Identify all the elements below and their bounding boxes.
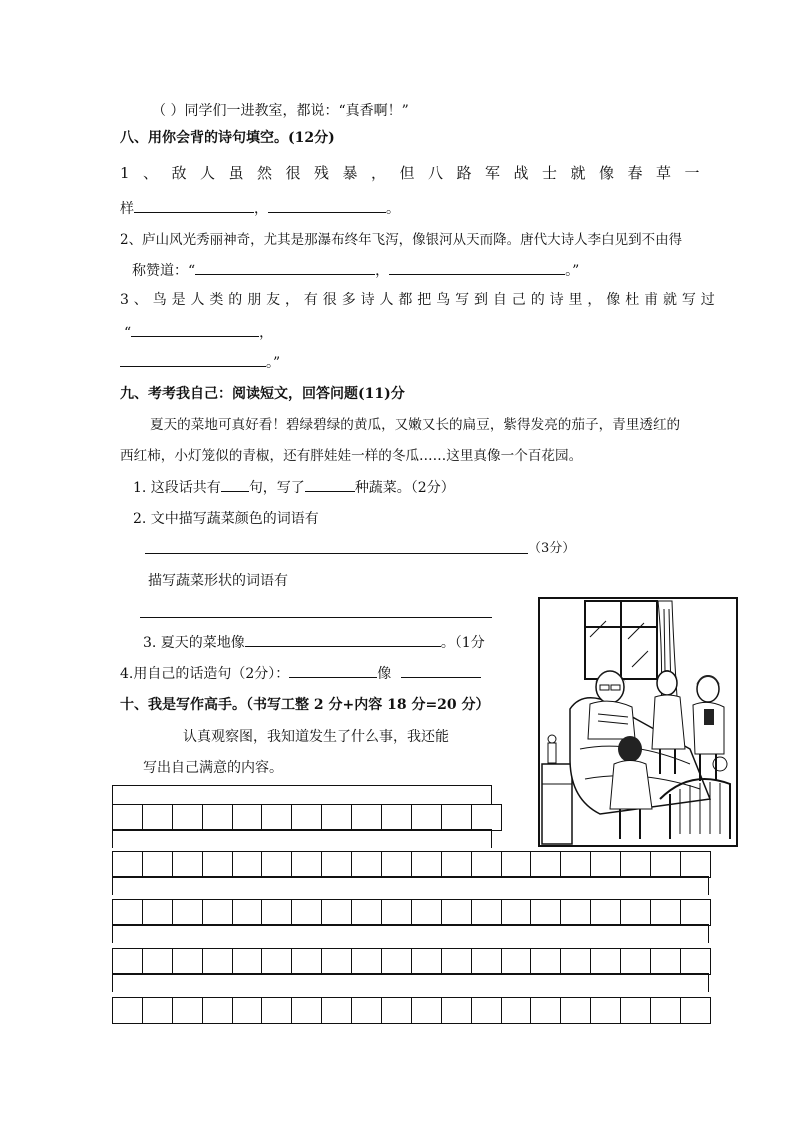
- s8-q2-comma: ，: [375, 263, 390, 279]
- writing-cell[interactable]: [352, 852, 382, 877]
- writing-cell[interactable]: [352, 900, 382, 925]
- writing-cell[interactable]: [262, 805, 292, 830]
- writing-cell[interactable]: [681, 852, 711, 877]
- writing-cell[interactable]: [382, 900, 412, 925]
- writing-cell[interactable]: [322, 900, 352, 925]
- s8-q2-prefix: 称赞道：“: [132, 263, 196, 279]
- s9-q4-b: 像: [377, 666, 392, 682]
- section-10-title: 十、我是写作高手。（书写工整 2 分+内容 18 分=20 分）: [120, 697, 490, 713]
- s8-q3-line3: [120, 352, 280, 373]
- writing-row-3[interactable]: [112, 899, 711, 926]
- writing-cell[interactable]: [233, 998, 263, 1023]
- writing-cell[interactable]: [531, 998, 561, 1023]
- s8-q1-end: 。: [386, 201, 400, 217]
- writing-cell[interactable]: [292, 852, 322, 877]
- writing-cell[interactable]: [173, 998, 203, 1023]
- writing-band-5: [112, 973, 709, 992]
- writing-cell[interactable]: [143, 949, 173, 974]
- s9-q4-blank1[interactable]: [289, 663, 377, 678]
- writing-cell[interactable]: [262, 998, 292, 1023]
- writing-cell[interactable]: [561, 998, 591, 1023]
- writing-cell[interactable]: [472, 805, 502, 830]
- writing-cell[interactable]: [651, 900, 681, 925]
- writing-cell[interactable]: [262, 900, 292, 925]
- s8-q2-blank1[interactable]: [195, 260, 375, 275]
- s9-q3-blank[interactable]: [245, 632, 441, 647]
- writing-row-4[interactable]: [112, 948, 711, 975]
- s9-q2: 2. 文中描写蔬菜颜色的词语有: [133, 511, 319, 527]
- writing-cell[interactable]: [412, 998, 442, 1023]
- writing-cell[interactable]: [651, 852, 681, 877]
- s8-q1-line2: [120, 198, 400, 219]
- writing-cell[interactable]: [262, 949, 292, 974]
- writing-cell[interactable]: [173, 805, 203, 830]
- writing-cell[interactable]: [113, 852, 143, 877]
- writing-band-1: [112, 785, 492, 804]
- writing-cell[interactable]: [322, 852, 352, 877]
- writing-cell[interactable]: [561, 949, 591, 974]
- writing-cell[interactable]: [292, 949, 322, 974]
- s8-q2-line1: 2、庐山风光秀丽神奇，尤其是那瀑布终年飞泻，像银河从天而降。唐代大诗人李白见到不由得: [120, 232, 683, 248]
- s9-q3: [143, 632, 485, 653]
- s9-passage-line2: 西红柿，小灯笼似的青椒，还有胖娃娃一样的冬瓜……这里真像一个百花园。: [120, 448, 583, 464]
- s9-q2-score: （3分）: [528, 541, 576, 556]
- s8-q1-line1: 1、敌人虽然很残暴，但八路军战士就像春草一: [120, 164, 714, 182]
- writing-cell[interactable]: [233, 900, 263, 925]
- writing-cell[interactable]: [203, 900, 233, 925]
- writing-cell[interactable]: [143, 805, 173, 830]
- writing-cell[interactable]: [621, 949, 651, 974]
- writing-cell[interactable]: [203, 949, 233, 974]
- writing-cell[interactable]: [203, 852, 233, 877]
- writing-cell[interactable]: [233, 805, 263, 830]
- writing-cell[interactable]: [591, 900, 621, 925]
- writing-row-5[interactable]: [112, 997, 711, 1024]
- writing-cell[interactable]: [531, 900, 561, 925]
- s9-q2b: 描写蔬菜形状的词语有: [148, 573, 288, 589]
- writing-cell[interactable]: [113, 900, 143, 925]
- s8-q3-line2: [124, 322, 273, 343]
- writing-cell[interactable]: [442, 998, 472, 1023]
- writing-band-3: [112, 876, 709, 895]
- s10-prompt-line2: 写出自己满意的内容。: [143, 760, 283, 776]
- writing-cell[interactable]: [233, 949, 263, 974]
- writing-cell[interactable]: [621, 900, 651, 925]
- writing-cell[interactable]: [591, 998, 621, 1023]
- writing-cell[interactable]: [442, 852, 472, 877]
- writing-cell[interactable]: [113, 805, 143, 830]
- writing-cell[interactable]: [233, 852, 263, 877]
- writing-cell[interactable]: [412, 949, 442, 974]
- s9-passage-line1: 夏天的菜地可真好看！碧绿碧绿的黄瓜，又嫩又长的扁豆，紫得发亮的茄子，青里透红的: [150, 417, 681, 433]
- writing-band-2: [112, 829, 492, 848]
- illustration-hospital-visit: [538, 597, 738, 847]
- writing-cell[interactable]: [352, 998, 382, 1023]
- s8-q1-blank1[interactable]: [134, 198, 254, 213]
- s9-q1: [133, 477, 455, 498]
- writing-cell[interactable]: [651, 949, 681, 974]
- writing-cell[interactable]: [173, 852, 203, 877]
- s8-q3-open-quote: “: [124, 325, 132, 341]
- writing-cell[interactable]: [472, 852, 502, 877]
- writing-cell[interactable]: [352, 949, 382, 974]
- writing-cell[interactable]: [502, 949, 532, 974]
- writing-cell[interactable]: [322, 998, 352, 1023]
- writing-cell[interactable]: [442, 949, 472, 974]
- section-9-title: 九、考考我自己：阅读短文，回答问题(11)分: [120, 386, 405, 402]
- s9-q4-blank2[interactable]: [401, 663, 481, 678]
- writing-cell[interactable]: [681, 949, 711, 974]
- writing-cell[interactable]: [651, 998, 681, 1023]
- writing-cell[interactable]: [681, 998, 711, 1023]
- writing-cell[interactable]: [591, 852, 621, 877]
- writing-cell[interactable]: [322, 949, 352, 974]
- s8-q2-end: 。”: [565, 263, 580, 279]
- writing-row-2[interactable]: [112, 851, 711, 878]
- s8-q3-comma: ，: [259, 325, 274, 341]
- writing-cell[interactable]: [531, 949, 561, 974]
- writing-cell[interactable]: [292, 998, 322, 1023]
- writing-cell[interactable]: [472, 998, 502, 1023]
- writing-cell[interactable]: [113, 998, 143, 1023]
- writing-cell[interactable]: [143, 852, 173, 877]
- s8-q3-end: 。”: [266, 355, 281, 371]
- writing-cell[interactable]: [203, 998, 233, 1023]
- writing-row-1[interactable]: [112, 804, 502, 831]
- writing-cell[interactable]: [352, 805, 382, 830]
- s8-q2-blank2[interactable]: [389, 260, 565, 275]
- writing-cell[interactable]: [621, 852, 651, 877]
- writing-cell[interactable]: [382, 805, 412, 830]
- s8-q3-line1: 3、鸟是人类的朋友，有很多诗人都把鸟写到自己的诗里，像杜甫就写过: [120, 292, 720, 308]
- writing-cell[interactable]: [292, 805, 322, 830]
- s8-q2-line2: [132, 260, 579, 281]
- writing-cell[interactable]: [292, 900, 322, 925]
- q7-tail: （ ）同学们一进教室，都说：“真香啊！”: [152, 103, 409, 119]
- writing-cell[interactable]: [322, 805, 352, 830]
- s9-q1-c: 种蔬菜。（2分）: [354, 480, 455, 496]
- writing-cell[interactable]: [412, 900, 442, 925]
- writing-cell[interactable]: [382, 998, 412, 1023]
- s10-prompt-line1: 认真观察图，我知道发生了什么事，我还能: [183, 729, 449, 745]
- writing-band-4: [112, 924, 709, 943]
- s8-q1-prefix: 样: [120, 201, 134, 217]
- writing-cell[interactable]: [113, 949, 143, 974]
- writing-cell[interactable]: [502, 852, 532, 877]
- s9-q1-b: 句，写了: [248, 480, 305, 496]
- s9-q3-b: 。（1分: [440, 635, 485, 651]
- writing-cell[interactable]: [382, 852, 412, 877]
- writing-cell[interactable]: [442, 900, 472, 925]
- illustration-drawing: [540, 599, 736, 845]
- writing-cell[interactable]: [472, 949, 502, 974]
- s8-q3-blank2[interactable]: [120, 352, 266, 367]
- s9-q1-blank2[interactable]: [305, 477, 355, 492]
- writing-cell[interactable]: [591, 949, 621, 974]
- writing-cell[interactable]: [262, 852, 292, 877]
- s8-q1-blank2[interactable]: [268, 198, 386, 213]
- writing-cell[interactable]: [412, 805, 442, 830]
- s9-q1-blank1[interactable]: [221, 477, 249, 492]
- s9-q2b-answer-line[interactable]: [140, 617, 492, 618]
- s9-q1-a: 1. 这段话共有: [133, 480, 221, 496]
- writing-cell[interactable]: [173, 949, 203, 974]
- writing-cell[interactable]: [681, 900, 711, 925]
- writing-cell[interactable]: [502, 998, 532, 1023]
- s9-q2-answer-line[interactable]: [145, 553, 528, 554]
- writing-cell[interactable]: [531, 852, 561, 877]
- writing-cell[interactable]: [561, 900, 591, 925]
- writing-cell[interactable]: [442, 805, 472, 830]
- writing-cell[interactable]: [143, 998, 173, 1023]
- writing-cell[interactable]: [412, 852, 442, 877]
- writing-cell[interactable]: [502, 900, 532, 925]
- writing-cell[interactable]: [143, 900, 173, 925]
- writing-cell[interactable]: [203, 805, 233, 830]
- section-8-title: 八、用你会背的诗句填空。(12分): [120, 130, 335, 146]
- s9-q3-a: 3. 夏天的菜地像: [143, 635, 245, 651]
- writing-cell[interactable]: [173, 900, 203, 925]
- s9-q4-a: 4.用自己的话造句（2分）：: [120, 666, 290, 682]
- s8-q3-blank1[interactable]: [131, 322, 259, 337]
- s8-q1-comma: ，: [254, 201, 268, 217]
- s9-q4: [120, 663, 481, 684]
- writing-cell[interactable]: [382, 949, 412, 974]
- writing-cell[interactable]: [472, 900, 502, 925]
- writing-cell[interactable]: [561, 852, 591, 877]
- writing-cell[interactable]: [621, 998, 651, 1023]
